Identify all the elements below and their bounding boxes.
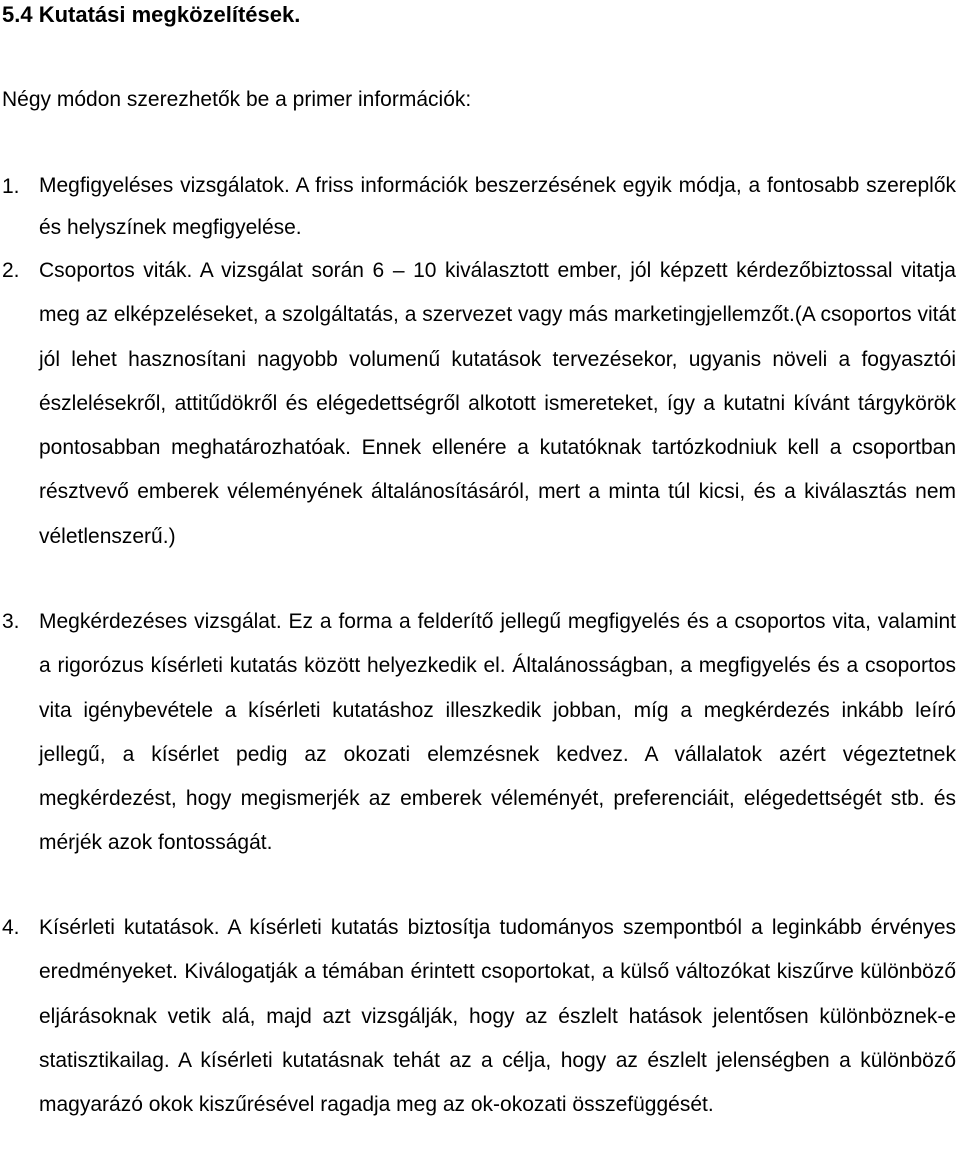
list-item-number: 1. [2,175,20,198]
list-item-number: 3. [2,610,20,633]
intro-paragraph: Négy módon szerezhetők be a primer információk: [2,88,472,111]
section-heading: 5.4 Kutatási megközelítések. [2,2,301,27]
list-item-text: Megfigyeléses vizsgálatok. A friss információk beszerzésének egyik módja, a fontosabb szereplők és helyszínek megfigyelése. [39,174,956,239]
list-item-experiments [2,906,956,1127]
list-item-text: Kísérleti kutatások. A kísérleti kutatás biztosítja tudományos szempontból a leginkább érvényes eredményeket. Kiválogatják a témában érintett csoportokat, a külső változókat kiszűrve különböző eljárásoknak vetik alá, majd azt vizsgálják, hogy az észlelt hatások jelentősen különböznek-e statisztikailag. A kísérleti kutatásnak tehát az a célja, hogy az észlelt jelenségben a különböző magyarázó okok kiszűrésével ragadja meg az ok-okozati összefüggését. [39,916,956,1117]
list-item-number: 4. [2,916,20,939]
list-item-number: 2. [2,259,20,282]
list-item-survey [2,600,956,866]
list-item-focus-groups [2,249,956,559]
list-item-observation [2,165,956,249]
list-item-text: Csoportos viták. A vizsgálat során 6 – 10 kiválasztott ember, jól képzett kérdezőbiztossal vitatja meg az elképzeléseket, a szolgáltatás, a szervezet vagy más marketingjellemzőt.(A csoportos vitát jól lehet hasznosítani nagyobb volumenű kutatások tervezésekor, ugyanis növeli a fogyasztói észlelésekről, attitűdökről és elégedettségről alkotott ismereteket, így a kutatni kívánt tárgykörök pontosabban meghatározhatóak. Ennek ellenére a kutatóknak tartózkodniuk kell a csoportban résztvevő emberek véleményének általánosításáról, mert a minta túl kicsi, és a kiválasztás nem véletlenszerű.) [39,259,956,548]
list-item-text: Megkérdezéses vizsgálat. Ez a forma a felderítő jellegű megfigyelés és a csoportos vita, valamint a rigorózus kísérleti kutatás között helyezkedik el. Általánosságban, a megfigyelés és a csoportos vita igénybevétele a kísérleti kutatáshoz illeszkedik jobban, míg a megkérdezés inkább leíró jellegű, a kísérlet pedig az okozati elemzésnek kedvez. A vállalatok azért végeztetnek megkérdezést, hogy megismerjék az emberek véleményét, preferenciáit, elégedettségét stb. és mérjék azok fontosságát. [39,610,956,855]
